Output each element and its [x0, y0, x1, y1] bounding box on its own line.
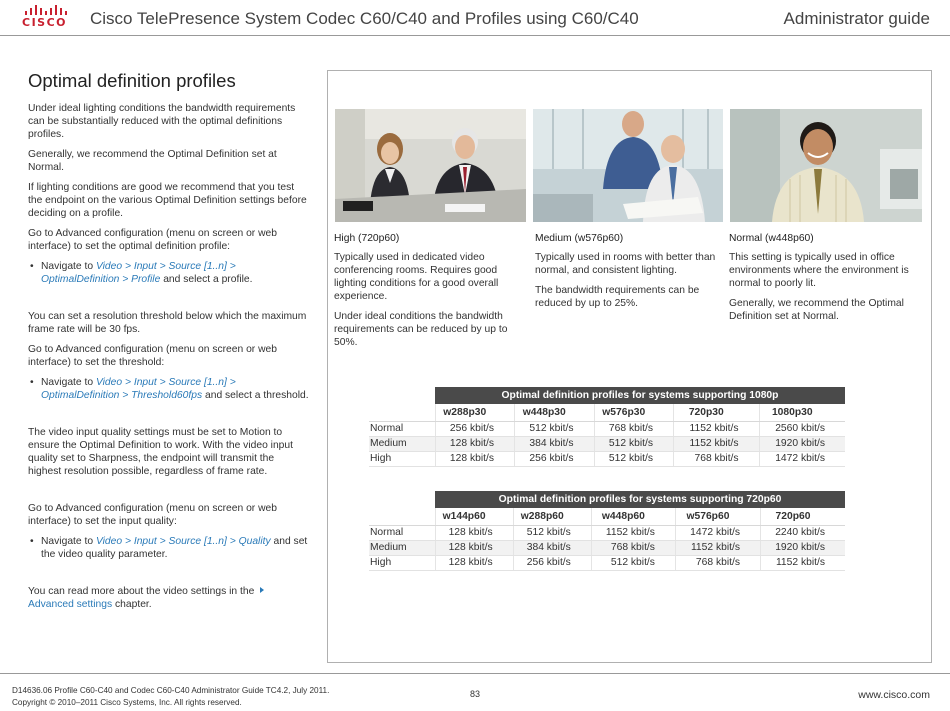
table-cell: 256 kbit/s	[515, 451, 595, 466]
high-profile-bandwidth: Under ideal conditions the bandwidth requirements can be reduced by up to 50%.	[334, 311, 508, 348]
table-row	[369, 451, 845, 466]
table-cell: 128 kbit/s	[435, 436, 515, 451]
column-header: w576p60	[675, 508, 760, 525]
column-header: w288p60	[513, 508, 591, 525]
table-cell: 128 kbit/s	[435, 451, 515, 466]
advanced-settings-link[interactable]: Advanced settings	[28, 599, 113, 610]
column-header: w448p30	[515, 404, 595, 421]
table-cell: 768 kbit/s	[591, 540, 675, 555]
footer-copyright: Copyright © 2010–2011 Cisco Systems, Inc. All rights reserved.	[12, 698, 242, 707]
table-cell: 1472 kbit/s	[759, 451, 845, 466]
threshold-step: • Navigate to Video > Input > Source [1..n] > OptimalDefinition > Threshold60fps and select a threshold.	[28, 376, 310, 402]
medium-profile-description	[535, 232, 720, 317]
table-cell: 1152 kbit/s	[674, 436, 760, 451]
threshold-config-paragraph: Go to Advanced configuration (menu on screen or web interface) to set the threshold:	[28, 344, 277, 368]
footer-url-link[interactable]: www.cisco.com	[858, 689, 930, 701]
normal-profile-recommendation: Generally, we recommend the Optimal Definition set at Normal.	[729, 298, 904, 322]
table-caption: Optimal definition profiles for systems supporting 1080p	[435, 387, 845, 404]
medium-profile-photo	[533, 109, 723, 222]
column-header: 720p30	[674, 404, 760, 421]
medium-profile-bandwidth: The bandwidth requirements can be reduced by up to 25%.	[535, 285, 700, 309]
table-cell: 1152 kbit/s	[674, 421, 760, 436]
table-cell: 2240 kbit/s	[760, 525, 845, 540]
normal-profile-photo	[730, 109, 922, 222]
table-cell: 1152 kbit/s	[760, 555, 845, 570]
table-cell: 1472 kbit/s	[675, 525, 760, 540]
table-cell: 384 kbit/s	[513, 540, 591, 555]
quality-config-paragraph: Go to Advanced configuration (menu on screen or web interface) to set the input quality:	[28, 503, 277, 527]
column-header: 1080p30	[759, 404, 845, 421]
column-header: 720p60	[760, 508, 845, 525]
table-cell: 128 kbit/s	[435, 540, 513, 555]
table-header-row	[369, 404, 845, 421]
table-cell: 512 kbit/s	[513, 525, 591, 540]
cisco-logo	[22, 4, 70, 30]
table-cell: 512 kbit/s	[591, 555, 675, 570]
threshold-steps	[28, 376, 310, 402]
column-header: w288p30	[435, 404, 515, 421]
table-cell: 768 kbit/s	[674, 451, 760, 466]
table-cell: 256 kbit/s	[435, 421, 515, 436]
row-label: Normal	[369, 525, 435, 540]
table-caption: Optimal definition profiles for systems supporting 720p60	[435, 491, 845, 508]
medium-profile-title: Medium (w576p60)	[535, 233, 624, 244]
page-number: 83	[470, 689, 481, 699]
footer-divider	[0, 673, 950, 674]
table-cell: 1152 kbit/s	[675, 540, 760, 555]
table-cell: 384 kbit/s	[515, 436, 595, 451]
table-cell: 1920 kbit/s	[760, 540, 845, 555]
column-header: w576p30	[594, 404, 674, 421]
quality-paragraph: The video input quality settings must be set to Motion to ensure the Optimal Definition to work. With the video input quality set to Sharpness, the endpoint will transmit the highest resolution possible, regardless of frame rate.	[28, 427, 293, 477]
table-cell: 512 kbit/s	[515, 421, 595, 436]
normal-profile-text: This setting is typically used in office environments where the environment is normal to poorly lit.	[729, 252, 909, 289]
table-cell: 256 kbit/s	[513, 555, 591, 570]
table-cell: 128 kbit/s	[435, 555, 513, 570]
row-label: Medium	[369, 436, 435, 451]
table-row	[369, 436, 845, 451]
guide-title: Administrator guide	[783, 9, 930, 28]
profile-steps	[28, 260, 310, 286]
threshold-paragraph: You can set a resolution threshold below which the maximum frame rate will be 30 fps.	[28, 311, 307, 335]
table-row	[369, 421, 845, 436]
recommendation-paragraph: Generally, we recommend the Optimal Definition set at Normal.	[28, 149, 277, 173]
normal-profile-description	[729, 232, 914, 330]
lighting-paragraph: If lighting conditions are good we recommend that you test the endpoint on the various Optimal Definition settings before deciding on a profile.	[28, 182, 307, 219]
high-profile-title: High (720p60)	[334, 233, 400, 244]
table-row	[369, 525, 845, 540]
intro-paragraph: Under ideal lighting conditions the bandwidth requirements can be substantially reduced with the optimal definitions profiles.	[28, 103, 296, 140]
footer-doc-id: D14636.06 Profile C60-C40 and Codec C60-C40 Administrator Guide TC4.2, July 2011.	[12, 686, 330, 695]
table-cell: 768 kbit/s	[675, 555, 760, 570]
profile-menu-path: Video > Input > Source [1..n] > OptimalDefinition > Profile	[41, 261, 236, 285]
high-profile-text: Typically used in dedicated video conferencing rooms. Requires good lighting conditions for a good overall experience.	[334, 252, 499, 302]
table-cell: 128 kbit/s	[435, 525, 513, 540]
quality-steps	[28, 535, 310, 561]
document-title: Cisco TelePresence System Codec C60/C40 and Profiles using C60/C40	[90, 9, 639, 28]
table-cell: 2560 kbit/s	[759, 421, 845, 436]
table-row	[369, 540, 845, 555]
table-1080p	[369, 387, 845, 467]
row-label: Medium	[369, 540, 435, 555]
table-row	[369, 555, 845, 570]
quality-menu-path: Video > Input > Source [1..n] > Quality	[95, 536, 271, 547]
logo-text: CISCO	[22, 16, 68, 29]
read-more-paragraph: You can read more about the video settings in the Advanced settings chapter.	[28, 585, 310, 611]
page-header	[0, 0, 950, 36]
link-arrow-icon	[260, 587, 264, 593]
table-header-row	[369, 508, 845, 525]
table-cell: 512 kbit/s	[594, 436, 674, 451]
column-header: w448p60	[591, 508, 675, 525]
row-label: Normal	[369, 421, 435, 436]
table-cell: 512 kbit/s	[594, 451, 674, 466]
profile-step: • Navigate to Video > Input > Source [1..n] > OptimalDefinition > Profile and select a profile.	[28, 260, 310, 286]
table-cell: 768 kbit/s	[594, 421, 674, 436]
normal-profile-title: Normal (w448p60)	[729, 233, 814, 244]
table-720p60	[369, 491, 845, 571]
page-title: Optimal definition profiles	[28, 70, 236, 91]
footer-document-info	[12, 685, 329, 709]
quality-step: • Navigate to Video > Input > Source [1..n] > Quality and set the video quality parameter.	[28, 535, 310, 561]
high-profile-description	[334, 232, 512, 356]
table-cell: 1920 kbit/s	[759, 436, 845, 451]
row-label: High	[369, 451, 435, 466]
table-cell: 1152 kbit/s	[591, 525, 675, 540]
row-label: High	[369, 555, 435, 570]
cisco-bridge-icon	[24, 4, 68, 16]
threshold-menu-path: Video > Input > Source [1..n] > OptimalDefinition > Threshold60fps	[41, 377, 236, 401]
profiles-panel	[327, 70, 932, 663]
left-column	[28, 70, 310, 618]
column-header: w144p60	[435, 508, 513, 525]
medium-profile-text: Typically used in rooms with better than normal, and consistent lighting.	[535, 252, 716, 276]
high-profile-photo	[335, 109, 526, 222]
profile-config-paragraph: Go to Advanced configuration (menu on screen or web interface) to set the optimal definition profile:	[28, 228, 277, 252]
